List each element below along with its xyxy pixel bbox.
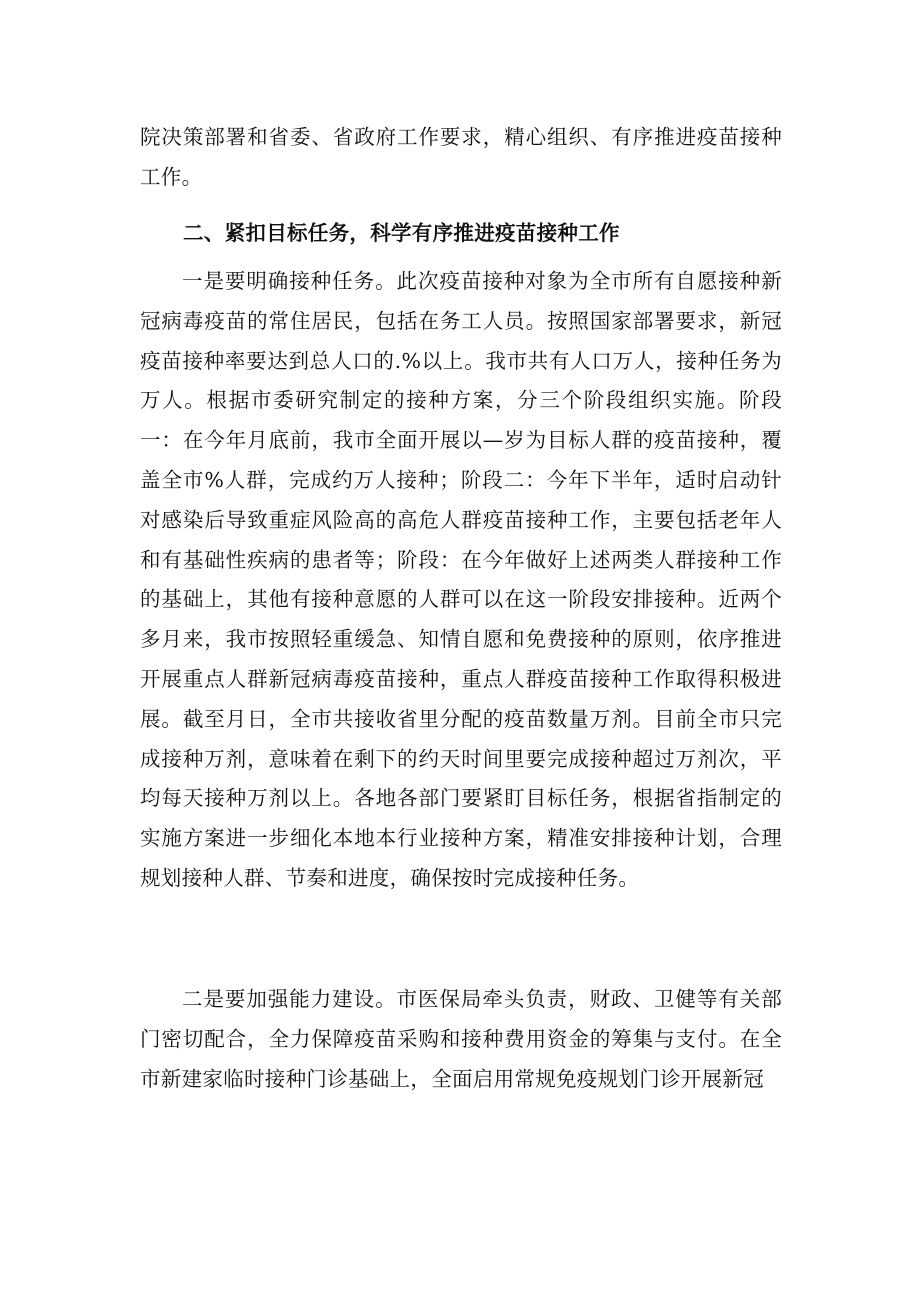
- paragraph-vaccination-task: 一是要明确接种任务。此次疫苗接种对象为全市所有自愿接种新冠病毒疫苗的常住居民，包括在务工人员。按照国家部署要求，新冠疫苗接种率要达到总人口的.%以上。我市共有人口万人，接种任务为万人。根据市委研究制定的接种方案，分三个阶段组织实施。阶段一：在今年月底前，我市全面开展以—岁为目标人群的疫苗接种，覆盖全市%人群，完成约万人接种；阶段二：今年下半年，适时启动针对感染后导致重症风险高的高危人群疫苗接种工作，主要包括老年人和有基础性疾病的患者等；阶段：在今年做好上述两类人群接种工作的基础上，其他有接种意愿的人群可以在这一阶段安排接种。近两个多月来，我市按照轻重缓急、知情自愿和免费接种的原则，依序推进开展重点人群新冠病毒疫苗接种，重点人群疫苗接种工作取得积极进展。截至月日，全市共接收省里分配的疫苗数量万剂。目前全市只完成接种万剂，意味着在剩下的约天时间里要完成接种超过万剂次，平均每天接种万剂以上。各地各部门要紧盯目标任务，根据省指制定的实施方案进一步细化本地本行业接种方案，精准安排接种计划，合理规划接种人群、节奏和进度，确保按时完成接种任务。: [140, 269, 782, 890]
- paragraph-capacity-building: 二是要加强能力建设。市医保局牵头负责，财政、卫健等有关部门密切配合，全力保障疫苗采购和接种费用资金的筹集与支付。在全市新建家临时接种门诊基础上，全面启用常规免疫规划门诊开展新冠: [140, 987, 782, 1091]
- section-heading: 二、紧扣目标任务，科学有序推进疫苗接种工作: [183, 221, 620, 245]
- paragraph-continued: 院决策部署和省委、省政府工作要求，精心组织、有序推进疫苗接种工作。: [140, 125, 782, 189]
